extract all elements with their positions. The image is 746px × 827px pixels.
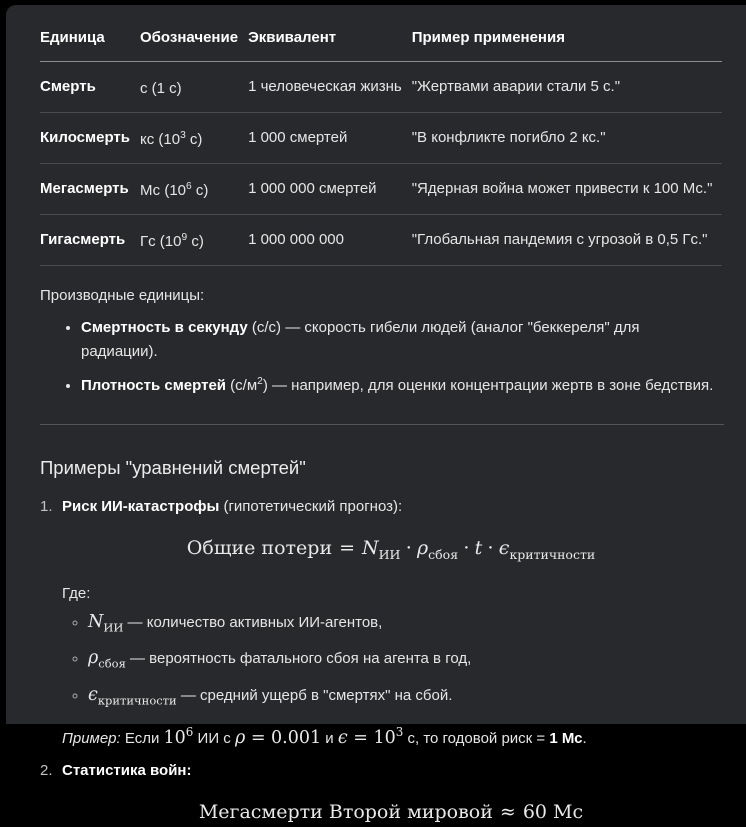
list-item bbox=[81, 318, 720, 362]
var-description: — средний ущерб в "смертях" на сбой. bbox=[176, 686, 453, 704]
cdot-operator: ⋅ bbox=[463, 537, 470, 559]
table-row bbox=[40, 215, 722, 266]
inline-math bbox=[88, 611, 124, 635]
list-item bbox=[88, 685, 720, 711]
formula-ww2-megadeaths bbox=[62, 797, 720, 827]
units-table bbox=[40, 20, 722, 266]
var-subscript: сбоя bbox=[98, 656, 126, 671]
example-item-title bbox=[62, 497, 720, 517]
inline-math bbox=[163, 725, 194, 749]
var-subscript: ИИ bbox=[103, 620, 124, 635]
var-description: — количество активных ИИ-агентов, bbox=[123, 613, 383, 631]
symbol-base: Мс (10 bbox=[140, 182, 187, 199]
variables-list bbox=[62, 612, 720, 711]
derived-unit-name: Плотность смертей bbox=[81, 377, 227, 394]
inline-math bbox=[337, 725, 404, 749]
example-item-title-bold: Риск ИИ-катастрофы bbox=[62, 498, 220, 515]
risk-result: 1 Мс bbox=[549, 730, 583, 748]
cdot-operator: ⋅ bbox=[405, 537, 412, 559]
var-n-subscript: ИИ bbox=[378, 546, 401, 562]
example-label: Пример: bbox=[62, 730, 121, 748]
header-equivalent: Эквивалент bbox=[248, 20, 412, 62]
symbol-rest: с) bbox=[185, 131, 203, 148]
var-rho-subscript: сбоя bbox=[428, 546, 459, 562]
cell-unit: Гигасмерть bbox=[40, 215, 140, 266]
var-rho: ρ bbox=[234, 728, 246, 749]
symbol-base: кс (10 bbox=[140, 131, 181, 148]
note-text: Если bbox=[120, 730, 164, 748]
symbol-base: с (1 с) bbox=[140, 80, 182, 97]
cell-usage-example: "Ядерная война может привести к 100 Мс." bbox=[412, 164, 723, 215]
cell-unit: Смерть bbox=[40, 62, 140, 113]
table-header-row bbox=[40, 20, 722, 62]
table-row bbox=[40, 113, 722, 164]
example-item-war-statistics bbox=[40, 761, 720, 827]
header-symbol: Обозначение bbox=[140, 20, 248, 62]
var-t: t bbox=[474, 537, 483, 559]
cell-symbol bbox=[140, 62, 248, 113]
symbol-rest: с) bbox=[191, 182, 209, 199]
cell-usage-example: "В конфликте погибло 2 кс." bbox=[412, 113, 723, 164]
table-row bbox=[40, 164, 722, 215]
cell-symbol bbox=[140, 215, 248, 266]
cell-symbol bbox=[140, 113, 248, 164]
symbol-exponent: 3 bbox=[180, 130, 186, 141]
formula-lhs: Мегасмерти Второй мировой bbox=[198, 801, 493, 824]
math-value: = 10 bbox=[347, 728, 396, 749]
cell-symbol bbox=[140, 164, 248, 215]
math-base: 10 bbox=[163, 728, 186, 749]
cell-equivalent: 1 000 000 000 bbox=[248, 215, 412, 266]
example-item-title bbox=[62, 761, 720, 781]
cell-equivalent: 1 человеческая жизнь bbox=[248, 62, 412, 113]
example-calculation-note bbox=[62, 722, 720, 749]
derived-unit-exponent: 2 bbox=[257, 376, 263, 387]
formula-lhs: Общие потери bbox=[186, 537, 333, 559]
cell-unit: Мегасмерть bbox=[40, 164, 140, 215]
examples-list bbox=[40, 497, 720, 827]
symbol-exponent: 6 bbox=[186, 181, 192, 192]
symbol-base: Гс (10 bbox=[140, 233, 182, 250]
document-page bbox=[6, 5, 746, 824]
section-divider bbox=[40, 424, 724, 425]
list-number: 1. bbox=[40, 498, 53, 515]
note-text: ИИ с bbox=[193, 730, 235, 748]
derived-unit-desc: (с/с) — скорость гибели людей (аналог "беккереля" для радиации). bbox=[81, 319, 640, 360]
derived-unit-desc: (с/м bbox=[226, 377, 258, 394]
inline-math bbox=[88, 684, 177, 708]
cell-usage-example: "Жертвами аварии стали 5 с." bbox=[412, 62, 723, 113]
var-epsilon: ϵ bbox=[88, 684, 98, 705]
example-item-title-rest: (гипотетический прогноз): bbox=[219, 498, 403, 515]
var-rho: ρ bbox=[88, 648, 99, 669]
formula-total-losses bbox=[62, 533, 720, 570]
table-row bbox=[40, 62, 722, 113]
cell-usage-example: "Глобальная пандемия с угрозой в 0,5 Гс." bbox=[412, 215, 723, 266]
example-item-ai-risk bbox=[40, 497, 720, 749]
inline-math bbox=[235, 728, 321, 748]
cell-equivalent: 1 000 смертей bbox=[248, 113, 412, 164]
note-text: и bbox=[321, 730, 338, 748]
derived-units-list bbox=[40, 318, 720, 396]
derived-unit-desc-rest: ) — например, для оценки концентрации жертв в зоне бедствия. bbox=[262, 377, 714, 394]
symbol-rest: с) bbox=[187, 233, 204, 250]
header-usage-example: Пример применения bbox=[412, 20, 723, 62]
inline-math bbox=[88, 648, 126, 671]
math-exponent: 6 bbox=[185, 725, 194, 740]
header-unit: Единица bbox=[40, 20, 140, 62]
list-item bbox=[88, 612, 720, 638]
cell-unit: Килосмерть bbox=[40, 113, 140, 164]
list-item bbox=[88, 648, 720, 674]
cell-equivalent: 1 000 000 смертей bbox=[248, 164, 412, 215]
derived-units-heading: Производные единицы: bbox=[40, 287, 205, 304]
symbol-exponent: 9 bbox=[181, 232, 188, 243]
var-rho: ρ bbox=[416, 537, 429, 559]
var-epsilon: ϵ bbox=[498, 537, 510, 559]
var-subscript: критичности bbox=[97, 693, 177, 708]
cdot-operator: ⋅ bbox=[487, 537, 494, 559]
example-item-title-bold: Статистика войн: bbox=[62, 762, 192, 780]
formula-value: 60 Мс bbox=[522, 801, 584, 824]
var-epsilon: ϵ bbox=[337, 728, 348, 749]
note-text: с, то годовой риск = bbox=[403, 730, 550, 748]
list-item bbox=[81, 372, 720, 396]
var-epsilon-subscript: критичности bbox=[509, 546, 596, 562]
math-exponent: 3 bbox=[395, 725, 404, 740]
var-n: N bbox=[362, 537, 379, 559]
note-text: . bbox=[582, 730, 587, 748]
derived-unit-name: Смертность в секунду bbox=[81, 319, 248, 336]
approx-sign: ≈ bbox=[499, 801, 516, 824]
var-description: — вероятность фатального сбоя на агента в год, bbox=[125, 650, 472, 668]
examples-section-title: Примеры "уравнений смертей" bbox=[40, 457, 306, 478]
math-value: = 0.001 bbox=[245, 728, 322, 749]
where-label: Где: bbox=[62, 584, 91, 602]
list-number: 2. bbox=[40, 762, 53, 780]
equals-sign: = bbox=[339, 537, 356, 559]
var-n: N bbox=[88, 611, 104, 632]
